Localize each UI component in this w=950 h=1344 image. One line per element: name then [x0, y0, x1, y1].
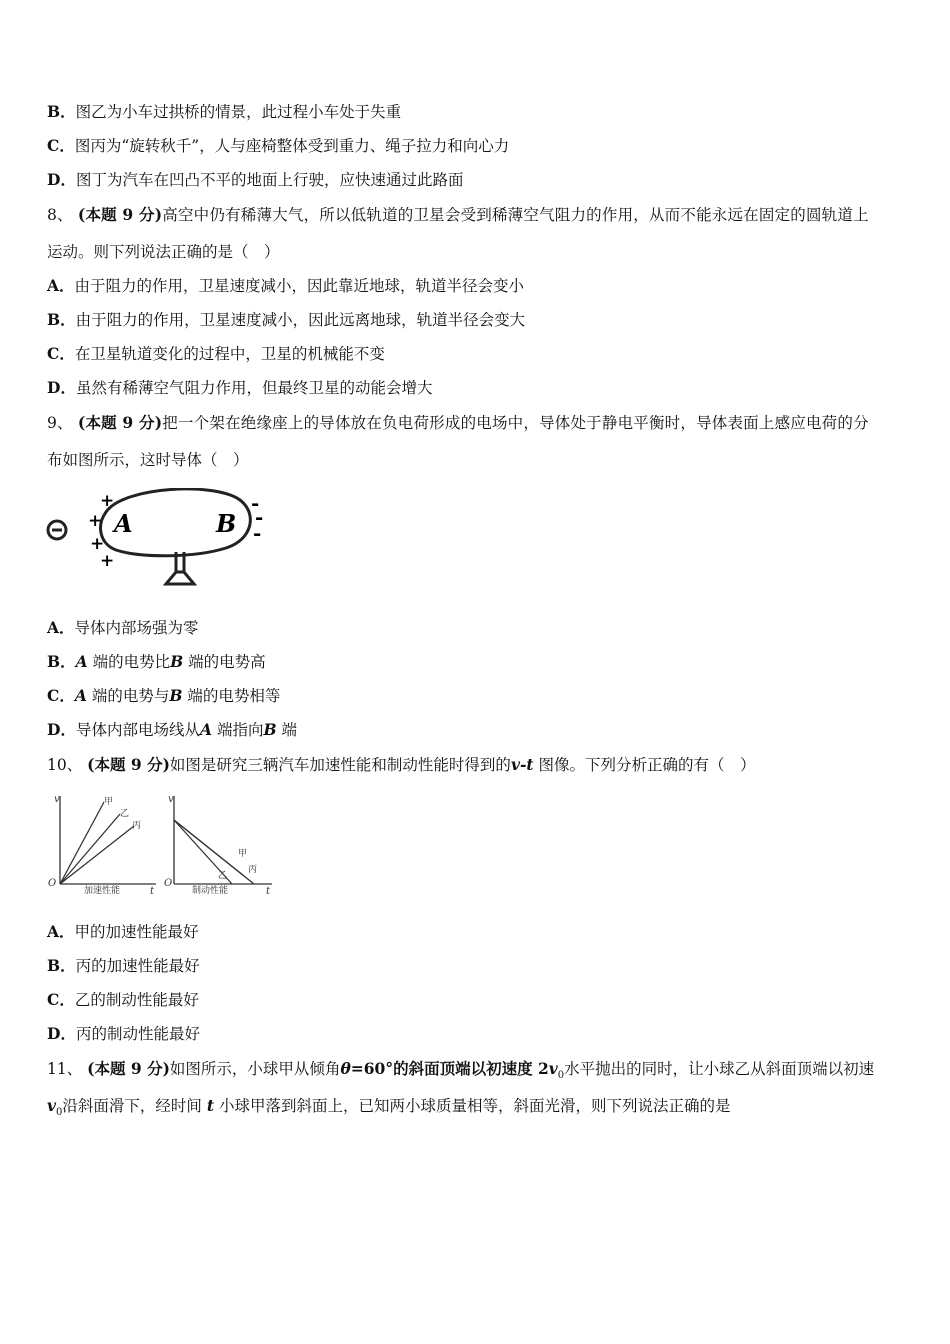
var-a: A	[74, 686, 87, 705]
label-bing-brake: 丙	[248, 865, 258, 875]
question-score: (本题 9 分)	[77, 413, 163, 432]
option-label: B．	[47, 956, 76, 975]
q7-option-d	[47, 169, 463, 191]
q7-option-c	[47, 135, 509, 157]
option-text: 图丙为“旋转秋千”，人与座椅整体受到重力、绳子拉力和向心力	[74, 137, 510, 155]
plus-charge: +	[90, 534, 105, 554]
option-label: B．	[47, 102, 76, 121]
minus-charge: -	[251, 491, 260, 515]
question-stem: 把一个架在绝缘座上的导体放在负电荷形成的电场中，导体处于静电平衡时，导体表面上感应电荷的分	[162, 414, 869, 432]
question-score: (本题 9 分)	[77, 205, 163, 224]
option-text: 由于阻力的作用，卫星速度减小，因此远离地球，轨道半径会变大	[75, 311, 526, 329]
label-jia: 甲	[104, 797, 114, 807]
q8-option-d	[47, 377, 432, 399]
question-number: 9、	[47, 414, 73, 432]
option-label: D．	[47, 720, 76, 739]
q9-option-a	[47, 617, 199, 639]
option-label: A．	[47, 276, 75, 295]
line-yi	[60, 814, 120, 884]
label-a: A	[114, 509, 133, 538]
option-text: 丙的加速性能最好	[75, 957, 200, 975]
option-label: B．	[47, 652, 76, 671]
q8-option-c	[47, 343, 385, 365]
q8-option-a	[47, 275, 524, 297]
q9-option-b: B．A 端的电势比B 端的电势高	[47, 652, 266, 671]
minus-charge: -	[255, 505, 264, 529]
option-text: 在卫星轨道变化的过程中，卫星的机械能不变	[74, 345, 385, 363]
option-text: 乙的制动性能最好	[74, 991, 199, 1009]
option-label: C．	[47, 344, 75, 363]
svg-text:O: O	[48, 878, 57, 889]
q11-stem-line2: $v_0$沿斜面滑下，经时间 t 小球甲落到斜面上，已知两小球质量相等，斜面光滑，则下列说法正确的是	[47, 1096, 731, 1119]
option-text: 虽然有稀薄空气阻力作用，但最终卫星的动能会增大	[75, 379, 433, 397]
label-b: B	[216, 509, 237, 538]
q10-option-d	[47, 1023, 200, 1045]
q8-stem-line1	[47, 204, 869, 226]
q9-option-c: C．A 端的电势与B 端的电势相等	[47, 686, 281, 705]
svg-text:t: t	[266, 886, 271, 897]
var-a: A	[199, 720, 212, 739]
svg-text:v: v	[54, 794, 60, 805]
option-label: B．	[47, 310, 76, 329]
var-t: t	[206, 1096, 215, 1115]
label-jia-brake: 甲	[238, 849, 248, 859]
question-number: 10、	[47, 756, 83, 774]
question-number: 8、	[47, 206, 73, 224]
plus-charge: +	[100, 551, 115, 571]
option-label: C．	[47, 136, 75, 155]
svg-text:v: v	[168, 794, 174, 805]
option-label: A．	[47, 922, 75, 941]
plus-charge: +	[88, 511, 103, 531]
q9-option-d: D．导体内部电场线从A 端指向B 端	[47, 720, 298, 739]
option-label: D．	[47, 170, 76, 189]
option-text: 导体内部场强为零	[74, 619, 199, 637]
question-number: 11、	[47, 1060, 83, 1078]
label-yi: 乙	[120, 809, 130, 819]
conductor-figure	[44, 488, 274, 593]
svg-text:O: O	[164, 878, 173, 889]
var-b: B	[169, 686, 183, 705]
option-text: 由于阻力的作用，卫星速度减小，因此靠近地球，轨道半径会变小	[74, 277, 525, 295]
var-v0: v	[47, 1096, 57, 1115]
label-bing: 丙	[132, 821, 142, 831]
q11-stem-line1: 11、 (本题 9 分)如图所示，小球甲从倾角θ=60°的斜面顶端以初速度 $2v_0$水平抛出的同时，让小球乙从斜面顶端以初速	[47, 1059, 875, 1082]
question-score: (本题 9 分)	[87, 1059, 170, 1078]
label-yi-brake: 乙	[218, 871, 228, 881]
question-stem: 运动。则下列说法正确的是（ ）	[47, 243, 280, 261]
q9-stem-line1	[47, 412, 869, 434]
q10-option-b	[47, 955, 200, 977]
question-score: (本题 9 分)	[87, 755, 170, 774]
q7-option-b	[47, 101, 401, 123]
option-label: C．	[47, 990, 75, 1009]
caption-right: 制动性能	[192, 886, 229, 896]
q10-option-c	[47, 989, 199, 1011]
question-stem: 高空中仍有稀薄大气，所以低轨道的卫星会受到稀薄空气阻力的作用，从而不能永远在固定的圆轨道上	[162, 206, 869, 224]
option-label: D．	[47, 378, 76, 397]
option-label: D．	[47, 1024, 76, 1043]
plus-charge: +	[100, 491, 115, 511]
var-v0: v	[548, 1059, 558, 1078]
vt-graphs-figure	[44, 788, 280, 898]
caption-left: 加速性能	[84, 886, 121, 896]
var-b: B	[170, 652, 184, 671]
option-text: 图丁为汽车在凹凸不平的地面上行驶，应快速通过此路面	[75, 171, 464, 189]
svg-text:t: t	[150, 886, 155, 897]
option-text: 图乙为小车过拱桥的情景，此过程小车处于失重	[75, 103, 402, 121]
q10-stem: 10、 (本题 9 分)如图是研究三辆汽车加速性能和制动性能时得到的v-t 图像。下列分析正确的有（ ）	[47, 755, 756, 774]
option-text: 甲的加速性能最好	[74, 923, 199, 941]
option-label: A．	[47, 618, 75, 637]
var-a: A	[75, 652, 88, 671]
q8-option-b	[47, 309, 525, 331]
q10-option-a	[47, 921, 199, 943]
option-text: 丙的制动性能最好	[75, 1025, 200, 1043]
question-stem: 布如图所示，这时导体（ ）	[47, 451, 249, 469]
var-b: B	[263, 720, 277, 739]
minus-charge: -	[253, 521, 262, 545]
q9-stem-line2	[47, 449, 249, 471]
q8-stem-line2	[47, 241, 280, 263]
var-theta: θ	[340, 1059, 351, 1078]
line-bing	[60, 826, 134, 884]
var-vt: v-t	[510, 755, 534, 774]
line-jia	[60, 802, 104, 884]
option-label: C．	[47, 686, 75, 705]
